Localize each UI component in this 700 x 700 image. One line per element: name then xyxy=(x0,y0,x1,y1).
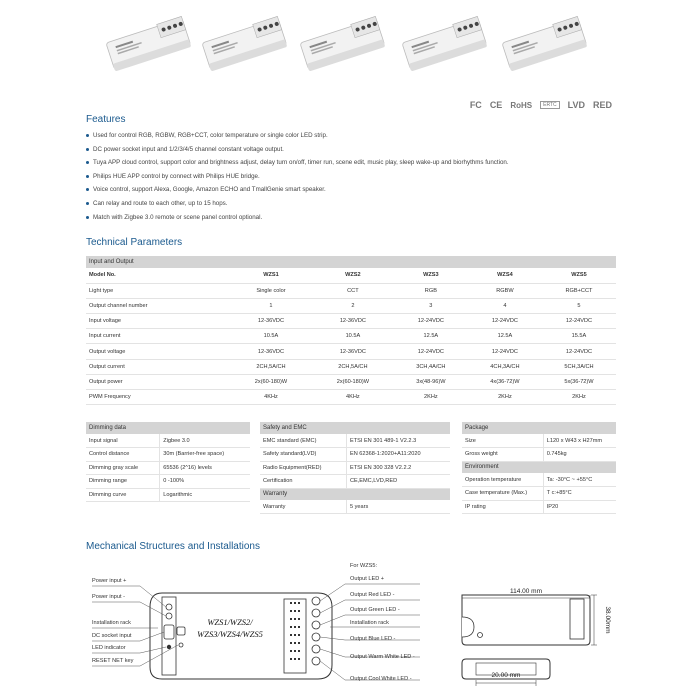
table-row xyxy=(86,390,616,405)
table-row xyxy=(86,344,616,359)
safety-emc-box xyxy=(260,422,450,514)
red-logo: RED xyxy=(592,100,612,110)
feature-item: Can relay and route to each other, up to 15 hops. xyxy=(86,197,646,211)
callout-output-led-plus: Output LED + xyxy=(350,576,385,582)
package-table xyxy=(462,422,616,514)
length-dimension: 114.00 mm xyxy=(509,588,543,595)
table-row xyxy=(86,488,250,502)
row-value: 2CH,5A/CH xyxy=(312,359,394,374)
table-row xyxy=(260,461,450,475)
technical-title: Technical Parameters xyxy=(86,237,183,248)
callout-installation-rack: Installation rack xyxy=(92,620,131,626)
features-list xyxy=(86,129,646,224)
product-image xyxy=(198,8,290,78)
mechanical-title: Mechanical Structures and Installations xyxy=(86,541,260,552)
row-value: RGBW xyxy=(468,283,542,298)
row-value: Single color xyxy=(230,283,312,298)
row-value: L120 x W43 x H27mm xyxy=(543,434,616,448)
row-label: EMC standard (EMC) xyxy=(260,434,346,448)
row-value: 0 -100% xyxy=(160,475,250,489)
certification-logos xyxy=(470,100,612,110)
features-title: Features xyxy=(86,114,126,125)
rohs-logo: RoHS xyxy=(510,100,533,110)
callout-dc-socket: DC socket input xyxy=(92,633,132,639)
dimming-data-table xyxy=(86,422,250,502)
table-row xyxy=(260,500,450,514)
package-header: Package xyxy=(462,422,616,434)
width-dimension: 20.00 mm xyxy=(491,672,521,679)
row-label: Warranty xyxy=(260,500,346,514)
dimension-drawing xyxy=(462,588,611,686)
table-row xyxy=(86,461,250,475)
dimming-header: Dimming data xyxy=(86,422,250,434)
row-label: Certification xyxy=(260,475,346,489)
table-row xyxy=(86,298,616,313)
row-label: Dimming range xyxy=(86,475,160,489)
row-value: 5 years xyxy=(346,500,450,514)
table-row xyxy=(260,475,450,489)
row-value: ETSI EN 300 328 V2.2.2 xyxy=(346,461,450,475)
row-label: Radio Equipment(RED) xyxy=(260,461,346,475)
row-label: Input current xyxy=(86,329,230,344)
row-label: Model No. xyxy=(86,268,230,283)
feature-item: Used for control RGB, RGBW, RGB+CCT, color temperature or single color LED strip. xyxy=(86,129,646,143)
row-value: T c:+85°C xyxy=(543,487,616,501)
row-label: Output power xyxy=(86,374,230,389)
row-value: Ta: -30°C ~ +55°C xyxy=(543,473,616,487)
table-row xyxy=(86,448,250,462)
row-label: Output voltage xyxy=(86,344,230,359)
row-value: 12-24VDC xyxy=(468,344,542,359)
table-row xyxy=(462,487,616,501)
callout-output-green: Output Green LED - xyxy=(350,607,400,613)
row-value: 3 xyxy=(394,298,468,313)
row-value: 2KHz xyxy=(542,390,616,405)
row-value: 4x(36-72)W xyxy=(468,374,542,389)
row-label: Safety standard(LVD) xyxy=(260,448,346,462)
row-value: 2KHz xyxy=(394,390,468,405)
table-row xyxy=(260,434,450,448)
row-value: 3CH,4A/CH xyxy=(394,359,468,374)
row-value: 65536 (2^16) levels xyxy=(160,461,250,475)
row-value: 2 xyxy=(312,298,394,313)
row-label: Case temperature (Max.) xyxy=(462,487,543,501)
table-row xyxy=(462,448,616,462)
table-row xyxy=(86,268,616,283)
row-value: 5 xyxy=(542,298,616,313)
table-row xyxy=(462,500,616,514)
row-value: CE,EMC,LVD,RED xyxy=(346,475,450,489)
row-value: 12-24VDC xyxy=(394,344,468,359)
row-value: 12.5A xyxy=(468,329,542,344)
row-value: 4 xyxy=(468,298,542,313)
environment-header: Environment xyxy=(462,461,616,473)
feature-item: Match with Zigbee 3.0 remote or scene panel control optional. xyxy=(86,211,646,225)
callout-reset-key: RESET NET key xyxy=(92,658,134,664)
callout-installation-rack-right: Installation rack xyxy=(350,620,389,626)
table-row xyxy=(86,359,616,374)
callout-output-cool-white: Output Cool White LED - xyxy=(350,676,412,682)
row-value: 10.5A xyxy=(312,329,394,344)
product-image xyxy=(102,8,194,78)
row-value: 12.5A xyxy=(394,329,468,344)
device-front-view xyxy=(150,593,332,679)
row-value: 12-24VDC xyxy=(468,314,542,329)
row-label: Input signal xyxy=(86,434,160,448)
row-value: 4CH,3A/CH xyxy=(468,359,542,374)
row-value: 2x(60-180)W xyxy=(230,374,312,389)
table-section-header: Input and Output xyxy=(86,256,616,268)
row-value: ETSI EN 301 489-1 V2.2.3 xyxy=(346,434,450,448)
row-label: Gross weight xyxy=(462,448,543,462)
row-label: Dimming gray scale xyxy=(86,461,160,475)
ce-logo: CE xyxy=(489,100,503,110)
row-label: Input voltage xyxy=(86,314,230,329)
safety-header: Safety and EMC xyxy=(260,422,450,434)
row-label: Operation temperature xyxy=(462,473,543,487)
row-value: 2x(60-180)W xyxy=(312,374,394,389)
package-box xyxy=(462,422,616,514)
row-value: 2KHz xyxy=(468,390,542,405)
row-label: Dimming curve xyxy=(86,488,160,502)
row-label: IP rating xyxy=(462,500,543,514)
device-model-label: WZS1/WZS2/ xyxy=(207,617,253,627)
row-label: Output channel number xyxy=(86,298,230,313)
row-value: 10.5A xyxy=(230,329,312,344)
safety-emc-table xyxy=(260,422,450,514)
height-dimension: 38.00mm xyxy=(604,606,611,634)
row-value: IP20 xyxy=(543,500,616,514)
row-value: WZS3 xyxy=(394,268,468,283)
device-model-label: WZS3/WZS4/WZS5 xyxy=(197,629,263,639)
row-value: 12-24VDC xyxy=(542,314,616,329)
warranty-header: Warranty xyxy=(260,488,450,500)
row-value: 4KHz xyxy=(230,390,312,405)
row-value: Logarithmic xyxy=(160,488,250,502)
fc-logo: FC xyxy=(469,100,482,110)
row-value: 12-24VDC xyxy=(394,314,468,329)
row-value: CCT xyxy=(312,283,394,298)
feature-item: Voice control, support Alexa, Google, Amazon ECHO and TmallGenie smart speaker. xyxy=(86,183,646,197)
row-value: WZS1 xyxy=(230,268,312,283)
table-row xyxy=(86,434,250,448)
row-value: 2CH,5A/CH xyxy=(230,359,312,374)
row-value: EN 62368-1:2020+A11:2020 xyxy=(346,448,450,462)
row-label: Output current xyxy=(86,359,230,374)
row-value: 1 xyxy=(230,298,312,313)
row-value: 12-36VDC xyxy=(312,344,394,359)
row-value: 0.745kg xyxy=(543,448,616,462)
row-value: RGB xyxy=(394,283,468,298)
row-value: 15.5A xyxy=(542,329,616,344)
callout-led-indicator: LED indicator xyxy=(92,645,126,651)
row-value: 12-36VDC xyxy=(230,314,312,329)
table-row xyxy=(86,314,616,329)
row-value: 12-36VDC xyxy=(230,344,312,359)
row-value: WZS2 xyxy=(312,268,394,283)
callout-output-warm-white: Output Warm White LED - xyxy=(350,654,415,660)
row-label: Size xyxy=(462,434,543,448)
callout-power-input-plus: Power input + xyxy=(92,578,127,584)
table-row xyxy=(86,283,616,298)
row-value: 3x(48-96)W xyxy=(394,374,468,389)
table-row xyxy=(86,329,616,344)
row-label: PWM Frequency xyxy=(86,390,230,405)
row-value: WZS4 xyxy=(468,268,542,283)
row-value: 5x(36-72)W xyxy=(542,374,616,389)
row-value: 4KHz xyxy=(312,390,394,405)
table-row xyxy=(462,473,616,487)
feature-item: Philips HUE APP control by connect with Philips HUE bridge. xyxy=(86,170,646,184)
product-image xyxy=(296,8,388,78)
table-row xyxy=(260,448,450,462)
row-value: 5CH,3A/CH xyxy=(542,359,616,374)
row-value: 30m (Barrier-free space) xyxy=(160,448,250,462)
dimming-data-box xyxy=(86,422,250,502)
product-image-strip xyxy=(0,0,700,100)
callout-output-blue: Output Blue LED - xyxy=(350,636,396,642)
lvd-logo: LVD xyxy=(567,100,585,110)
row-value: 12-24VDC xyxy=(542,344,616,359)
product-image xyxy=(398,8,490,78)
row-label: Light type xyxy=(86,283,230,298)
row-value: WZS5 xyxy=(542,268,616,283)
table-row xyxy=(86,374,616,389)
row-value: 12-36VDC xyxy=(312,314,394,329)
feature-item: DC power socket input and 1/2/3/4/5 channel constant voltage output. xyxy=(86,143,646,157)
row-label: Control distance xyxy=(86,448,160,462)
feature-item: Tuya APP cloud control, support color and brightness adjust, delay turn on/off, timer run, scene edit, music play, sleep wake-up and biorhythms function. xyxy=(86,156,646,170)
ertc-logo: ERTC xyxy=(540,101,560,109)
callout-note: For WZS5: xyxy=(350,563,378,569)
callout-power-input-minus: Power input - xyxy=(92,594,125,600)
row-value: RGB+CCT xyxy=(542,283,616,298)
table-row xyxy=(86,475,250,489)
product-image xyxy=(498,8,590,78)
callout-output-red: Output Red LED - xyxy=(350,592,395,598)
technical-parameters-table xyxy=(86,256,616,405)
row-value: Zigbee 3.0 xyxy=(160,434,250,448)
table-row xyxy=(462,434,616,448)
